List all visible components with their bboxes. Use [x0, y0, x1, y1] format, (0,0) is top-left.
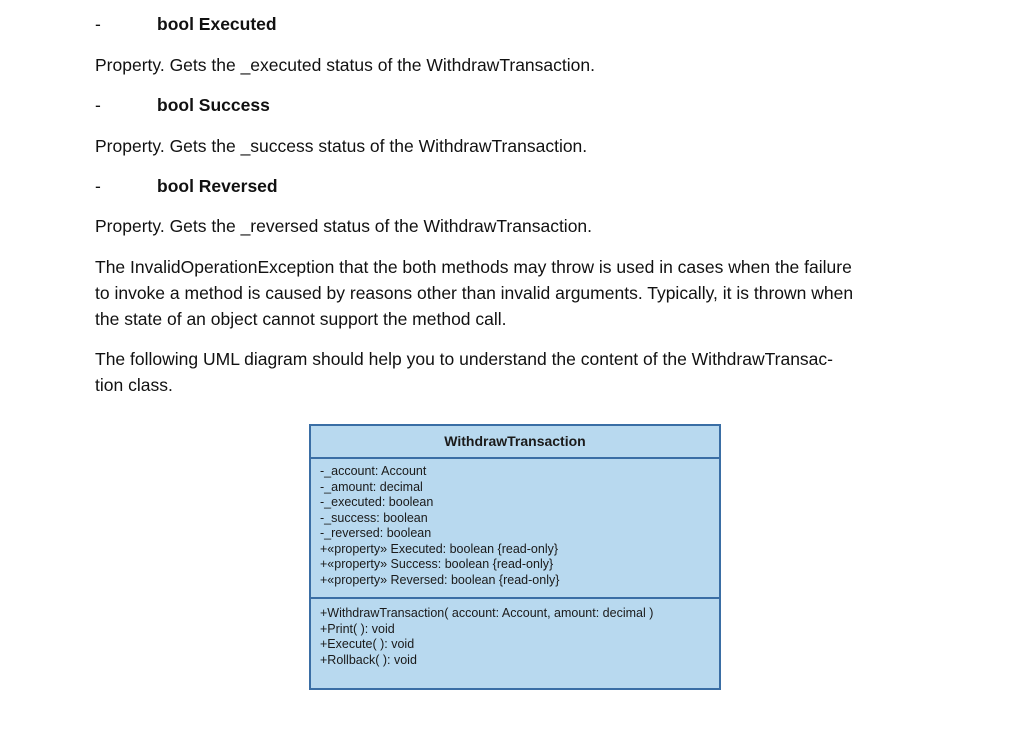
uml-attributes [311, 459, 719, 599]
paragraph-line: the state of an object cannot support the method call. [95, 309, 507, 329]
uml-operation: +WithdrawTransaction( account: Account, amount: decimal ) [320, 606, 654, 620]
uml-operation: +Execute( ): void [320, 637, 415, 651]
uml-intro-paragraph [95, 346, 945, 398]
uml-operations [311, 599, 719, 668]
uml-attribute: +«property» Executed: boolean {read-only} [320, 541, 559, 556]
paragraph-line: The InvalidOperationException that the both methods may throw is used in cases when the failure [95, 257, 852, 277]
uml-attribute: -_success: boolean [320, 510, 428, 525]
paragraph-line: The following UML diagram should help you to understand the content of the WithdrawTransac- [95, 349, 833, 369]
property-signature: bool Reversed [157, 176, 278, 196]
uml-attribute: -_reversed: boolean [320, 526, 432, 540]
uml-operation: +Rollback( ): void [320, 652, 417, 667]
bullet-dash: - [95, 95, 101, 115]
uml-operation: +Print( ): void [320, 621, 395, 636]
paragraph-line: tion class. [95, 375, 173, 395]
uml-class-diagram [309, 424, 721, 690]
uml-attribute: +«property» Reversed: boolean {read-only} [320, 572, 560, 587]
exception-paragraph [95, 254, 945, 332]
uml-attribute: -_executed: boolean [320, 495, 434, 509]
property-description-reversed: Property. Gets the _reversed status of the WithdrawTransaction. [95, 216, 593, 236]
paragraph-line: to invoke a method is caused by reasons other than invalid arguments. Typically, it is thrown when [95, 283, 854, 303]
uml-attribute: -_account: Account [320, 464, 427, 478]
bullet-dash: - [95, 176, 101, 196]
uml-attribute: -_amount: decimal [320, 479, 423, 494]
property-signature: bool Success [157, 95, 270, 115]
uml-attribute: +«property» Success: boolean {read-only} [320, 557, 554, 571]
property-description-executed: Property. Gets the _executed status of the WithdrawTransaction. [95, 55, 595, 75]
uml-class-name: WithdrawTransaction [311, 426, 719, 459]
bullet-dash: - [95, 14, 101, 34]
property-signature: bool Executed [157, 14, 277, 34]
property-description-success: Property. Gets the _success status of the WithdrawTransaction. [95, 136, 588, 156]
